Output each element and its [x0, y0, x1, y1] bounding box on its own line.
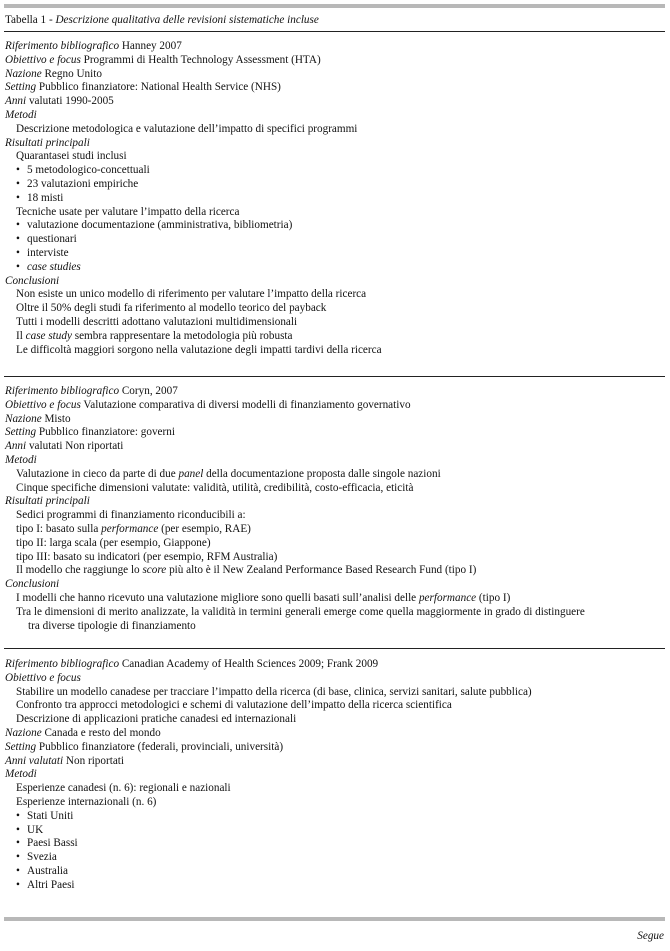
text-run: tipo I: basato sulla [16, 522, 102, 535]
conclusion-item: Oltre il 50% degli studi fa riferimento al modello teorico del payback [16, 302, 327, 315]
methods-item: Esperienze internazionali (n. 6) [16, 795, 157, 808]
text-run-italic: case study [25, 329, 72, 342]
header-rule [4, 31, 665, 32]
objective-label: Obiettivo e focus [5, 53, 81, 66]
methods-item: Descrizione metodologica e valutazione dell’impatto di specifici programmi [16, 122, 358, 135]
bullet-text: Stati Uniti [27, 809, 74, 822]
objective-label: Obiettivo e focus [5, 398, 81, 411]
nation-label: Nazione [5, 726, 42, 739]
reference-row [5, 658, 665, 672]
methods-item: Cinque specifiche dimensioni valutate: validità, utilità, credibilità, costo-efficacia, eticità [16, 481, 414, 494]
reference-label: Riferimento bibliografico [5, 40, 120, 52]
years-row [5, 95, 665, 109]
entry-divider [4, 648, 665, 649]
bullet-item: • Svezia [16, 851, 57, 864]
setting-label: Setting [5, 426, 37, 439]
bullet-item: • Stati Uniti [16, 809, 74, 822]
reference-value: Canadian Academy of Health Sciences 2009; Frank 2009 [121, 658, 379, 670]
objective-label: Obiettivo e focus [5, 671, 81, 684]
bullet-text: Altri Paesi [27, 878, 75, 891]
setting-label: Setting [5, 81, 37, 94]
bullet-text: 5 metodologico-concettuali [27, 164, 150, 177]
years-value: Non riportati [65, 754, 125, 767]
results-item: tipo II: larga scala (per esempio, Giappone) [16, 536, 211, 549]
text-run: della documentazione proposta dalle singole nazioni [203, 467, 441, 480]
reference-row [5, 40, 665, 54]
objective-item: Descrizione di applicazioni pratiche canadesi ed internazionali [16, 713, 297, 726]
reference-value: Hanney 2007 [121, 40, 182, 52]
nation-value: Canada e resto del mondo [44, 726, 161, 739]
text-run-italic: panel [178, 467, 204, 480]
nation-row [5, 413, 665, 427]
text-run: Il [16, 329, 26, 342]
bullet-text: interviste [27, 246, 69, 259]
conclusion-item: Tutti i modelli descritti adottano valutazioni multidimensionali [16, 315, 298, 328]
conclusions-label: Conclusioni [5, 274, 60, 287]
bullet-item: • Paesi Bassi [16, 837, 78, 850]
results-item [5, 523, 665, 537]
results-item: Quarantasei studi inclusi [16, 150, 127, 163]
bullet-item: • valutazione documentazione (amministrativa, bibliometria) [16, 219, 293, 232]
bullet-text: UK [27, 823, 44, 836]
objective-value: Valutazione comparativa di diversi modelli di finanziamento governativo [83, 398, 411, 411]
text-run: (per esempio, RAE) [158, 522, 251, 535]
results-item [5, 564, 665, 578]
entry-coryn [5, 385, 665, 633]
nation-value: Misto [44, 412, 71, 425]
text-run: sembra rappresentare la metodologia più robusta [71, 329, 293, 342]
bullet-item: • Altri Paesi [16, 878, 75, 891]
reference-row [5, 385, 665, 399]
results-label: Risultati principali [5, 495, 90, 508]
top-rule [4, 4, 665, 8]
years-value: valutati 1990-2005 [28, 95, 114, 108]
bullet-item: • 18 misti [16, 191, 64, 204]
setting-row [5, 81, 665, 95]
methods-item: Esperienze canadesi (n. 6): regionali e nazionali [16, 782, 231, 795]
entry-hanney [5, 40, 665, 357]
objective-row [5, 399, 665, 413]
bullet-text: 18 misti [27, 191, 64, 204]
nation-label: Nazione [5, 412, 42, 425]
results-item: Tecniche usate per valutare l’impatto della ricerca [16, 205, 240, 218]
setting-value: Pubblico finanziatore: governi [38, 426, 175, 439]
years-label: Anni [5, 440, 27, 453]
continued-label: Segue [637, 930, 664, 942]
bullet-text: Paesi Bassi [27, 837, 78, 850]
bullet-item: • UK [16, 823, 44, 836]
results-item: tipo III: basato su indicatori (per esempio, RFM Australia) [16, 550, 278, 563]
entry-divider [4, 376, 665, 377]
nation-row [5, 68, 665, 82]
bullet-text: questionari [27, 233, 77, 246]
objective-item: Confronto tra approcci metodologici e schemi di valutazione dell’impatto della ricerca scientifica [16, 699, 452, 712]
methods-label: Metodi [5, 768, 37, 781]
objective-value: Programmi di Health Technology Assessment (HTA) [83, 53, 321, 66]
results-label: Risultati principali [5, 136, 90, 149]
text-run-italic: score [142, 564, 167, 577]
bullet-item: • 23 valutazioni empiriche [16, 177, 139, 190]
bullet-item: • case studies [16, 260, 81, 273]
methods-label: Metodi [5, 453, 37, 466]
conclusion-item: Non esiste un unico modello di riferimento per valutare l’impatto della ricerca [16, 288, 367, 301]
bullet-item: • questionari [16, 233, 77, 246]
nation-value: Regno Unito [44, 67, 102, 80]
conclusion-item-continued: tra diverse tipologie di finanziamento [28, 619, 196, 632]
table-caption [5, 13, 319, 27]
bullet-item: • 5 metodologico-concettuali [16, 164, 150, 177]
objective-item: Stabilire un modello canadese per tracciare l’impatto della ricerca (di base, clinica, servizi sanitari, salute pubblica) [16, 685, 532, 698]
conclusion-item: Le difficoltà maggiori sorgono nella valutazione degli impatti tardivi della ricerca [16, 343, 382, 356]
text-run: (tipo I) [476, 591, 511, 604]
years-label: Anni [5, 95, 27, 108]
text-run-italic: performance [418, 591, 477, 604]
text-run: I modelli che hanno ricevuto una valutazione migliore sono quelli basati sull’analisi delle [16, 591, 419, 604]
methods-label: Metodi [5, 108, 37, 121]
bullet-item: • Australia [16, 864, 69, 877]
caption-title: Descrizione qualitativa delle revisioni sistematiche incluse [55, 14, 319, 26]
nation-label: Nazione [5, 67, 42, 80]
bullet-text: valutazione documentazione (amministrativa, bibliometria) [27, 219, 293, 232]
reference-label: Riferimento bibliografico [5, 385, 120, 397]
conclusion-item: Tra le dimensioni di merito analizzate, la validità in termini generali emerge come quella maggiormente in grado di distinguere [16, 605, 585, 618]
bullet-text: case studies [27, 260, 81, 273]
setting-row [5, 426, 665, 440]
text-run: Valutazione in cieco da parte di due [16, 467, 179, 480]
years-row [5, 755, 665, 769]
conclusion-item [5, 592, 665, 606]
setting-row [5, 741, 665, 755]
nation-row [5, 727, 665, 741]
setting-label: Setting [5, 740, 37, 753]
years-row [5, 440, 665, 454]
bullet-text: Svezia [27, 851, 57, 864]
bullet-text: 23 valutazioni empiriche [27, 177, 139, 190]
reference-label: Riferimento bibliografico [5, 658, 120, 670]
years-value: valutati Non riportati [28, 440, 124, 453]
setting-value: Pubblico finanziatore: National Health Service (NHS) [38, 81, 281, 94]
bottom-rule [4, 917, 665, 921]
entry-canadian-academy [5, 658, 665, 893]
conclusion-item [5, 330, 665, 344]
text-run: più alto è il New Zealand Performance Based Research Fund (tipo I) [166, 564, 477, 577]
results-item: Sedici programmi di finanziamento riconducibili a: [16, 509, 246, 522]
text-run-italic: performance [101, 522, 159, 535]
years-label: Anni valutati [5, 754, 64, 767]
methods-item [5, 468, 665, 482]
objective-row [5, 54, 665, 68]
text-run: Il modello che raggiunge lo [16, 564, 143, 577]
reference-value: Coryn, 2007 [121, 385, 178, 397]
bullet-text: Australia [27, 864, 69, 877]
setting-value: Pubblico finanziatore (federali, provinciali, università) [38, 740, 284, 753]
bullet-item: • interviste [16, 246, 69, 259]
conclusions-label: Conclusioni [5, 578, 60, 591]
caption-prefix: Tabella 1 - [5, 14, 56, 26]
